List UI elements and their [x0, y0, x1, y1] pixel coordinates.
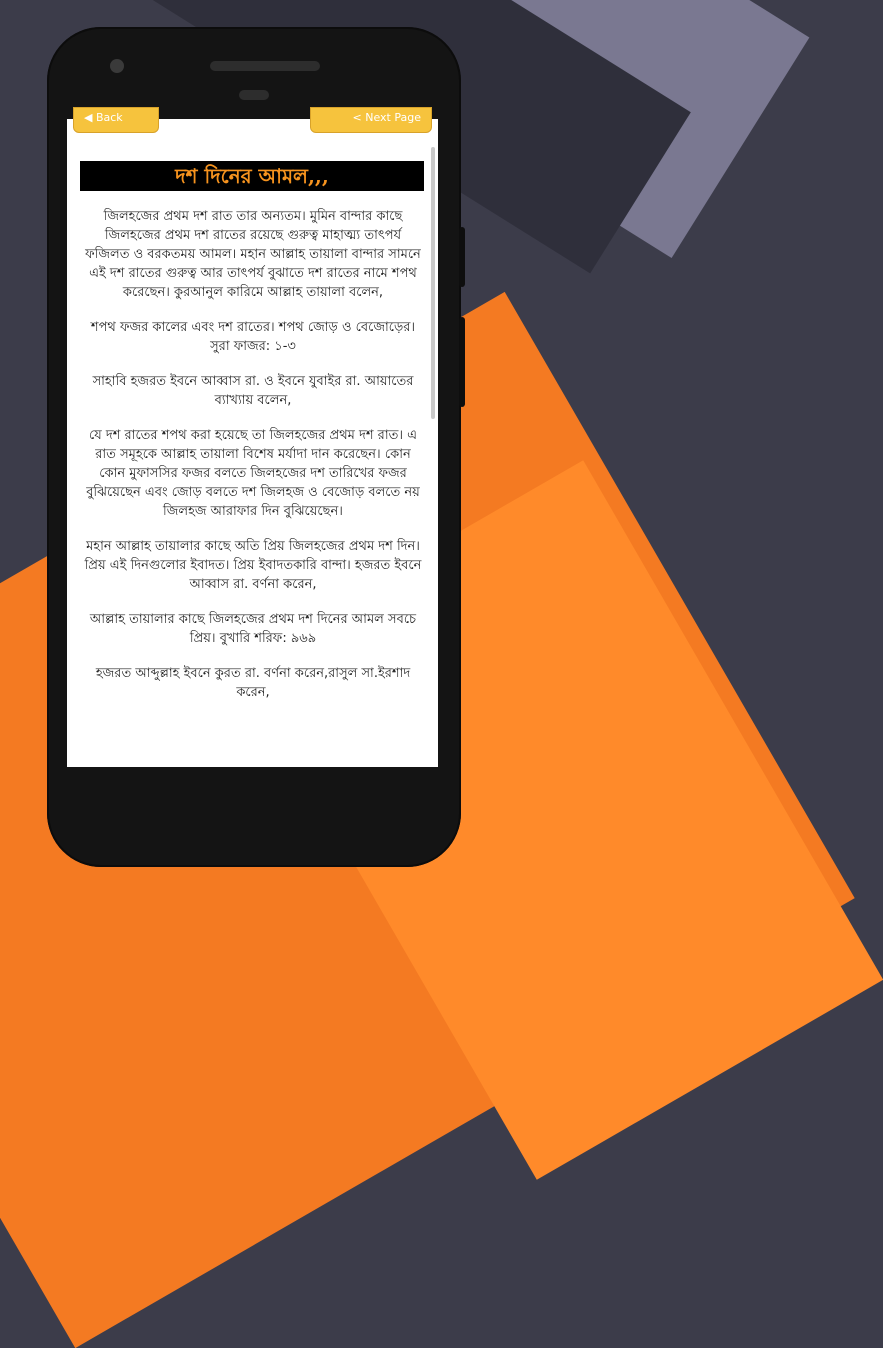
proximity-sensor — [239, 90, 269, 100]
nav-bar — [67, 107, 438, 133]
article-paragraph: যে দশ রাতের শপথ করা হয়েছে তা জিলহজের প্রথম দশ রাত। এ রাত সমূহকে আল্লাহ তায়ালা বিশেষ মর্যাদা দান করেছেন। কোন কোন মুফাসসির ফজর বলতে জিলহজের দশ তারিখের ফজর বুঝিয়েছেন এবং জোড় বলতে দশ জিলহজ ও বেজোড় বলতে নয় জিলহজ আরাফার দিন বুঝিয়েছেন। — [86, 428, 420, 519]
article-paragraph: সাহাবি হজরত ইবনে আব্বাস রা. ও ইবনে যুবাইর রা. আয়াতের ব্যাখ্যায় বলেন, — [92, 374, 414, 408]
article-paragraph: শপথ ফজর কালের এবং দশ রাতের। শপথ জোড় ও বেজোড়ের। সুরা ফাজর: ১-৩ — [90, 320, 416, 354]
back-button-label: Back — [95, 111, 123, 124]
article-body — [83, 207, 423, 718]
article-title: দশ দিনের আমল,,, — [80, 161, 424, 191]
article-paragraph: আল্লাহ তায়ালার কাছে জিলহজের প্রথম দশ দিনের আমল সবচে প্রিয়। বুখারি শরিফ: ৯৬৯ — [89, 612, 417, 646]
app-screen — [67, 111, 438, 767]
next-page-label: < Next Page — [352, 111, 421, 124]
back-arrow-icon: ◀ — [84, 111, 96, 124]
back-button[interactable] — [73, 107, 159, 133]
power-button — [459, 317, 465, 407]
scrollbar[interactable] — [431, 147, 435, 419]
earpiece-speaker — [210, 61, 320, 71]
article-paragraph: হজরত আব্দুল্লাহ ইবনে কুরত রা. বর্ণনা করেন,রাসুল সা.ইরশাদ করেন, — [95, 666, 411, 700]
front-camera-icon — [110, 59, 124, 73]
volume-button — [459, 227, 465, 287]
next-page-button[interactable] — [310, 107, 432, 133]
article-paragraph: জিলহজের প্রথম দশ রাত তার অন্যতম। মুমিন বান্দার কাছে জিলহজের প্রথম দশ রাতের রয়েছে গুরুত্ব মাহাত্ম্য তাৎপর্য ফজিলত ও বরকতময় আমল। মহান আল্লাহ তায়ালা বান্দার সামনে এই দশ রাতের গুরুত্ব আর তাৎপর্য বুঝাতে দশ রাতের নামে শপথ করেছেন। কুরআনুল কারিমে আল্লাহ তায়ালা বলেন, — [85, 209, 421, 300]
article-paragraph: মহান আল্লাহ তায়ালার কাছে অতি প্রিয় জিলহজের প্রথম দশ দিন। প্রিয় এই দিনগুলোর ইবাদত। প্রিয় ইবাদতকারি বান্দা। হজরত ইবনে আব্বাস রা. বর্ণনা করেন, — [84, 539, 422, 592]
